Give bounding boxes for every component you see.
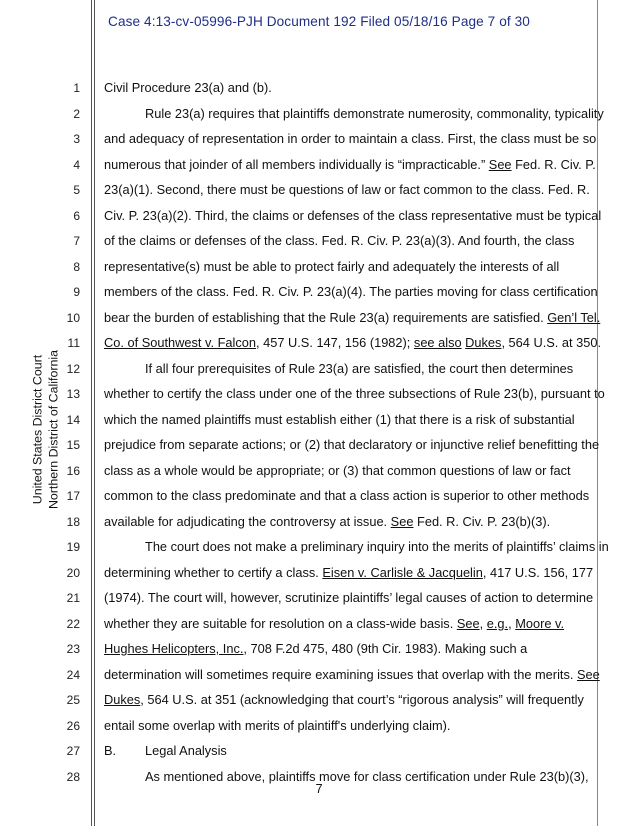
body-line: Co. of Southwest v. Falcon, 457 U.S. 147, 156 (1982); see also Dukes, 564 U.S. at 350. — [104, 335, 602, 350]
line-number: 17 — [66, 489, 80, 503]
line-number: 10 — [66, 311, 80, 325]
body-line: Civil Procedure 23(a) and (b). — [104, 80, 272, 95]
line-number: 6 — [73, 209, 80, 223]
line-number: 15 — [66, 438, 80, 452]
case-citation: Eisen v. Carlisle & Jacquelin — [322, 565, 483, 580]
body-line: 23(a)(1). Second, there must be questions of law or fact common to the class. Fed. R. — [104, 182, 590, 197]
right-margin-rule — [597, 0, 598, 826]
body-line: determining whether to certify a class. Eisen v. Carlisle & Jacquelin, 417 U.S. 156, 177 — [104, 565, 594, 580]
court-name: United States District Court — [30, 354, 45, 505]
citation-signal: See — [390, 514, 414, 529]
body-line: determination will sometimes require examining issues that overlap with the merits. See — [104, 667, 600, 682]
page-number: 7 — [315, 781, 323, 796]
line-number: 25 — [66, 693, 80, 707]
line-number: 1 — [73, 81, 80, 95]
line-number: 26 — [66, 719, 80, 733]
body-line: numerous that joinder of all members individually is “impracticable.” See Fed. R. Civ. P. — [104, 157, 596, 172]
line-number: 19 — [66, 540, 80, 554]
line-number: 20 — [66, 566, 80, 580]
body-line: whether they are suitable for resolution on a class-wide basis. See, e.g., Moore v. — [104, 616, 565, 631]
citation-signal: see also — [413, 335, 462, 350]
body-line: representative(s) must be able to protect fairly and adequately the interests of all — [104, 259, 560, 274]
line-number: 9 — [73, 285, 80, 299]
body-line: prejudice from separate actions; or (2) that declaratory or injunctive relief benefitting the — [104, 437, 600, 452]
body-line: whether to certify the class under one of the three subsections of Rule 23(b), pursuant to — [104, 386, 605, 401]
body-line: Civ. P. 23(a)(2). Third, the claims or defenses of the class representative must be typical — [104, 208, 602, 223]
line-number: 24 — [66, 668, 80, 682]
line-number: 11 — [67, 336, 80, 350]
section-letter: B. — [104, 743, 117, 758]
citation-signal: See — [488, 157, 512, 172]
body-line: and adequacy of representation in order to maintain a class. First, the class must be so — [104, 131, 597, 146]
line-number: 5 — [73, 183, 80, 197]
line-number: 8 — [73, 260, 80, 274]
case-citation: Dukes — [465, 335, 502, 350]
left-margin-rule-outer — [91, 0, 92, 826]
line-number: 13 — [66, 387, 80, 401]
line-number: 14 — [66, 413, 80, 427]
case-citation: Co. of Southwest v. Falcon — [104, 335, 256, 350]
line-number: 21 — [66, 591, 80, 605]
citation-signal: e.g. — [486, 616, 509, 631]
line-number: 2 — [73, 107, 80, 121]
body-line: available for adjudicating the controversy at issue. See Fed. R. Civ. P. 23(b)(3). — [104, 514, 551, 529]
section-heading: Legal Analysis — [145, 743, 227, 758]
citation-signal: See — [576, 667, 600, 682]
body-line: Hughes Helicopters, Inc., 708 F.2d 475, 480 (9th Cir. 1983). Making such a — [104, 641, 528, 656]
body-line: The court does not make a preliminary inquiry into the merits of plaintiffs’ claims in — [145, 539, 609, 554]
case-citation: Moore v. — [515, 616, 565, 631]
line-number: 28 — [66, 770, 80, 784]
body-line: which the named plaintiffs must establish either (1) that there is a risk of substantial — [104, 412, 575, 427]
line-number: 4 — [73, 158, 80, 172]
body-line: members of the class. Fed. R. Civ. P. 23(a)(4). The parties moving for class certification — [104, 284, 598, 299]
line-number: 22 — [66, 617, 80, 631]
line-number: 23 — [66, 642, 80, 656]
body-line: As mentioned above, plaintiffs move for class certification under Rule 23(b)(3), — [145, 769, 589, 784]
body-line: If all four prerequisites of Rule 23(a) are satisfied, the court then determines — [145, 361, 574, 376]
line-number: 16 — [66, 464, 80, 478]
body-line: common to the class predominate and that a class action is superior to other methods — [104, 488, 590, 503]
line-number: 3 — [73, 132, 80, 146]
case-citation: Dukes — [104, 692, 141, 707]
body-line: Dukes, 564 U.S. at 351 (acknowledging that court’s “rigorous analysis” will frequently — [104, 692, 584, 707]
line-number: 27 — [66, 744, 80, 758]
line-number: 7 — [73, 234, 80, 248]
body-line: (1974). The court will, however, scrutinize plaintiffs’ legal causes of action to determine — [104, 590, 594, 605]
body-line: bear the burden of establishing that the Rule 23(a) requirements are satisfied. Gen’l Tel. — [104, 310, 601, 325]
body-line: of the claims or defenses of the class. Fed. R. Civ. P. 23(a)(3). And fourth, the class — [104, 233, 575, 248]
citation-signal: See — [456, 616, 480, 631]
body-line: Rule 23(a) requires that plaintiffs demonstrate numerosity, commonality, typicality — [145, 106, 604, 121]
line-number: 18 — [66, 515, 80, 529]
case-header: Case 4:13-cv-05996-PJH Document 192 Filed 05/18/16 Page 7 of 30 — [108, 14, 530, 29]
body-line: class as a whole would be appropriate; or (3) that common questions of law or fact — [104, 463, 571, 478]
body-line: entail some overlap with merits of plaintiff's underlying claim). — [104, 718, 451, 733]
court-district: Northern District of California — [46, 349, 60, 510]
case-citation: Gen’l Tel. — [547, 310, 601, 325]
case-citation: Hughes Helicopters, Inc. — [104, 641, 244, 656]
left-margin-rule-inner — [94, 0, 95, 826]
line-number: 12 — [66, 362, 80, 376]
